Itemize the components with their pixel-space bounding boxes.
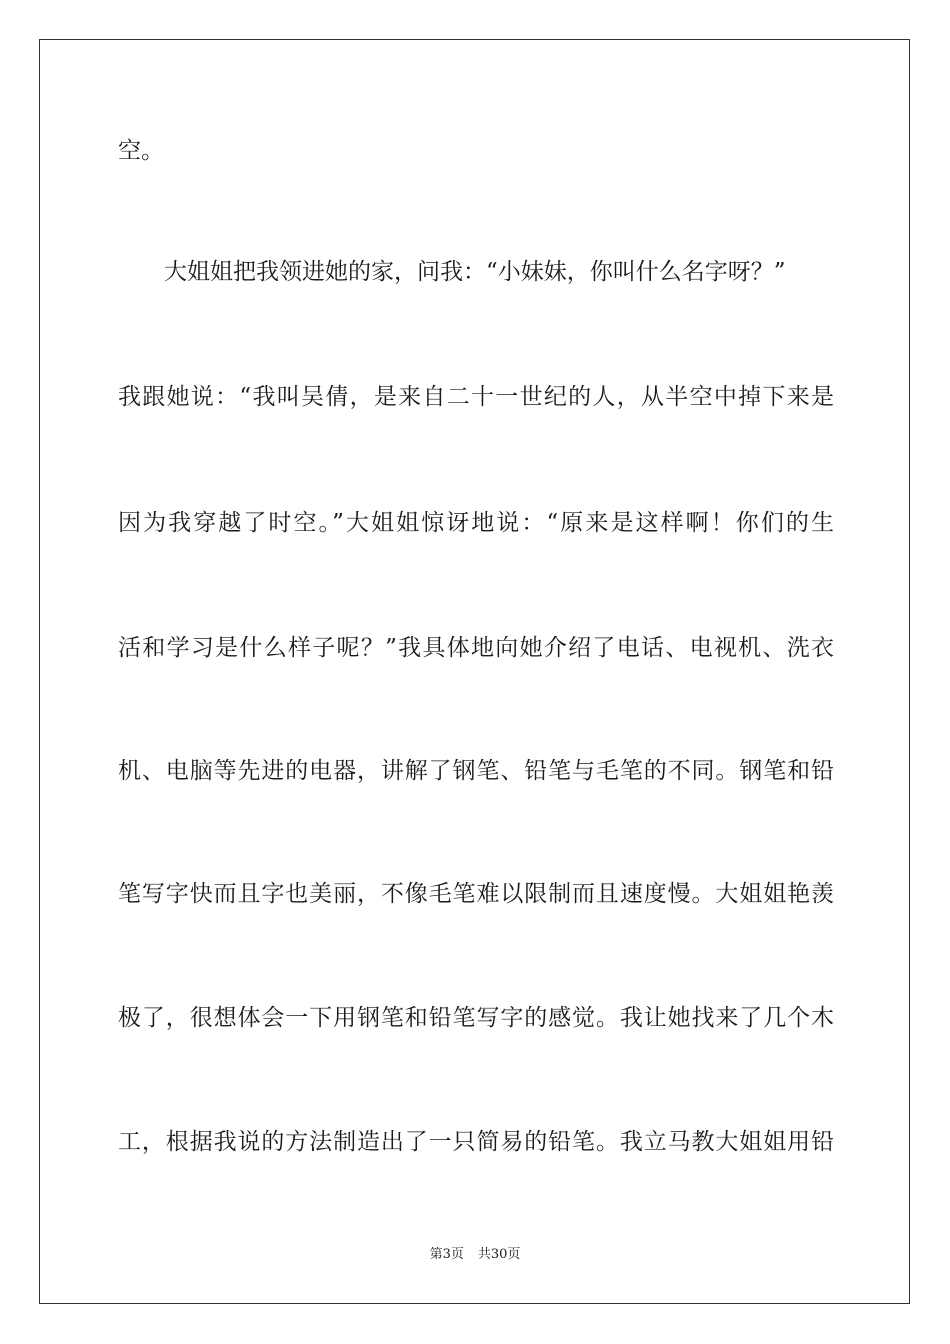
text-line-6: 机、电脑等先进的电器，讲解了钢笔、铅笔与毛笔的不同。钢笔和铅: [118, 758, 834, 784]
text-line-2: 大姐姐把我领进她的家，问我：“小妹妹，你叫什么名字呀？”: [164, 259, 786, 285]
text-line-7: 笔写字快而且字也美丽，不像毛笔难以限制而且速度慢。大姐姐艳羡: [118, 881, 834, 907]
text-line-5: 活和学习是什么样子呢？”我具体地向她介绍了电话、电视机、洗衣: [118, 635, 834, 661]
text-line-9: 工，根据我说的方法制造出了一只简易的铅笔。我立马教大姐姐用铅: [118, 1129, 834, 1155]
page-footer: [0, 1246, 950, 1264]
text-line-3: 我跟她说：“我叫吴倩，是来自二十一世纪的人，从半空中掉下来是: [118, 384, 834, 410]
page-total: 共30页: [477, 1247, 521, 1262]
page-number: 第3页: [429, 1247, 464, 1262]
text-line-8: 极了，很想体会一下用钢笔和铅笔写字的感觉。我让她找来了几个木: [118, 1005, 834, 1031]
text-line-4: 因为我穿越了时空。”大姐姐惊讶地说：“原来是这样啊！你们的生: [118, 510, 834, 536]
text-line-1: 空。: [118, 138, 164, 164]
page-border: [39, 39, 910, 1304]
